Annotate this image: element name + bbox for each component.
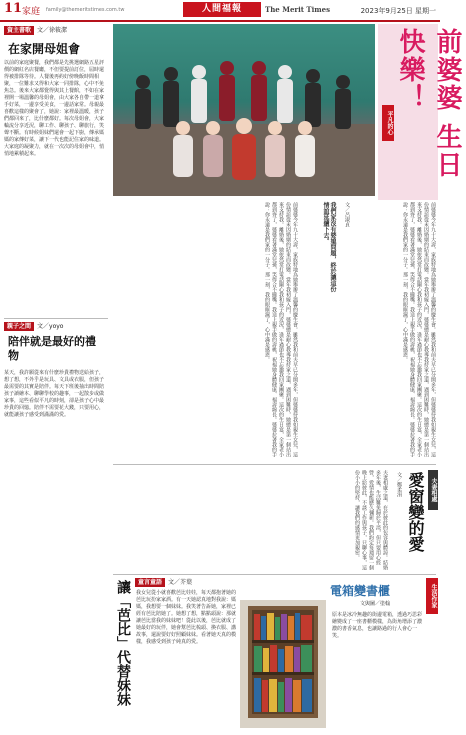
article4-title: 讓「芭比」代替妹妹 [115, 580, 131, 706]
section-name: 家庭 [22, 7, 41, 17]
feature-subtitle: 我們家沒有婆媳問題，終於讓這份情誼延續下去。 [322, 202, 336, 292]
divider [113, 574, 436, 575]
family-group-illustration [113, 24, 375, 196]
feature-body-2: 前婆婆今年九十大壽，家族特地為她舉辦了溫馨的慶生會。雖然我和前夫早已分開多年，但婆婆待我如親生女兒，這份情誼從未因婚姻的結束而改變。當年我初嫁入門，婆婆總是耐心教導我持家之道，遇到困難時，她總是第一個站出來支持我。離婚後，她依然常打電話關心我和孩子的近況，逢年過節也不忘邀我回家團聚。這次的生日宴，全家老小都到齊了，婆婆看著滿堂兒孫，笑得合不攏嘴。我送上親手做的壽桃，祝福她身體健康、福壽綿長。婆婆拉著我的手說：你永遠是我們家的一分子。那一刻，我的眼眶濕了，心中滿是感恩。 [402, 202, 436, 457]
issue-date: 2023年9月25日 星期一 [360, 7, 436, 15]
article2-title: 陪伴就是最好的禮物 [8, 335, 96, 362]
feature-title: 前婆婆 生日快樂！ [395, 28, 462, 180]
feature-body-1: 前婆婆今年九十大壽，家族特地為她舉辦了溫馨的慶生會。雖然我和前夫早已分開多年，但婆婆待我如親生女兒，這份情誼從未因婚姻的結束而改變。當年我初嫁入門，婆婆總是耐心教導我持家之道，遇到困難時，她總是第一個站出來支持我。離婚後，她依然常打電話關心我和孩子的近況，逢年過節也不忘邀我回家團聚。這次的生日宴，全家老小都到齊了，婆婆看著滿堂兒孫，笑得合不攏嘴。我送上親手做的壽桃，祝福她身體健康、福壽綿長。婆婆拉著我的手說：你永遠是我們家的一分子。那一刻，我的眼眶濕了，心中滿是感恩。 [264, 202, 298, 457]
masthead-english: The Merit Times [265, 5, 331, 14]
bookshelf-illustration [240, 600, 326, 728]
section-email: family@themeritstimes.com.tw [46, 7, 125, 13]
feature-byline: 文／呂淑貞 [344, 202, 350, 227]
column-tag-1: 資主書歌 文／徐筱潔 [4, 26, 67, 35]
column-tag-3: 夫妻相處 [428, 470, 438, 510]
article2-body: 某天，我許願從來有什麼珍貴禮物送給孩子，想了想，不外乎是玩具、文具或衣服，但孩子最需要的其實是陪伴。每天下班後抽出時間陪孩子讀繪本、聊聊學校的趣事，一起散步或做家事，這些看似平凡的時刻，卻是孩子心中最珍貴的回憶。陪伴不需要花大錢，只要用心，就能讓孩子感受到滿滿的愛。 [4, 370, 105, 418]
feature-badge: 平凡的心 [382, 105, 394, 141]
column-tag-4: 童言童語 文／芥葉 [135, 578, 192, 587]
article3-byline: 文／鄭柔涓 [396, 472, 402, 497]
masthead-logo: 人間福報 [183, 2, 261, 17]
divider [4, 318, 108, 319]
article5-byline: 文與圖／塗翰 [360, 601, 391, 607]
family-photo [113, 24, 375, 196]
article3-body: 夫妻相處之道，在於彼此的包容與體諒。結婚多年後，生活難免歸於平淡，但只要用心經營，愛情也能歷久彌新。我們約定每週留一個晚上給彼此，不談工作與孩子，只聊心事，這份小小的堅持，讓我們的感情更加親密。 [354, 470, 388, 570]
article1-title: 在家開母姐會 [8, 42, 81, 56]
column-tag-2: 親子之間 文／yoyo [4, 322, 63, 331]
article4-body: 我女兒從小就喜歡芭比娃娃，每天都抱著她的芭比玩扮家家酒。有一天她認真地對我說：媽媽，我想要一個妹妹。我笑著告訴她，家裡已經有芭比陪她了。她想了想，點點頭說：那就讓芭比當我的妹妹吧！從此以後，芭比就成了她最好的玩伴，她會幫芭比梳頭、換衣服、講故事，還說要好好照顧妹妹。看著她天真的模樣，我感受到孩子純真的愛。 [136, 590, 237, 645]
page-header [0, 0, 440, 22]
divider [113, 464, 436, 465]
article1-body: 以前的家庭聚餐，我們都是先挑選網路五星評價的網紅名店餐廳，不但要提前訂位，屆時還得被排隊等待。人餐後再約好傍晚飯時間相聚，一位難求又得和大家一同排隊，心中不免焦急。後來大家都覺得與其上餐館，不如在家裡開一場溫馨的母姐會，由大家各自帶一道拿手好菜，一邊享受美食，一邊話家常。母親最喜歡這樣的聚會了，她說：家裡最溫暖，孩子們都回來了，比什麼都好。每次母姐會，大家輪流分享近況，聊工作、聊孩子、聊旅行，笑聲不斷。有時候姐妹們還會一起下廚，傳承媽媽的家傳好菜，讓下一代也能記住家的味道。大家庭的凝聚力，就在一次次的母姐會中，悄悄地累積起來。 [4, 60, 105, 157]
bookshelf-electric-box-photo [240, 600, 326, 728]
article5-body: 原本是冰冷無趣的街邊電箱，透過巧思彩繪變成了一座書櫃模樣，為街角增添了濃濃的書香氣息，也讓路過的行人會心一笑。 [332, 612, 423, 639]
article3-title: 愛窗變的愛 [406, 472, 425, 552]
page-number: 11 [4, 1, 23, 16]
article5-title: 電箱變書櫃 [330, 584, 391, 598]
column-tag-5: 生活作家 [426, 578, 438, 614]
